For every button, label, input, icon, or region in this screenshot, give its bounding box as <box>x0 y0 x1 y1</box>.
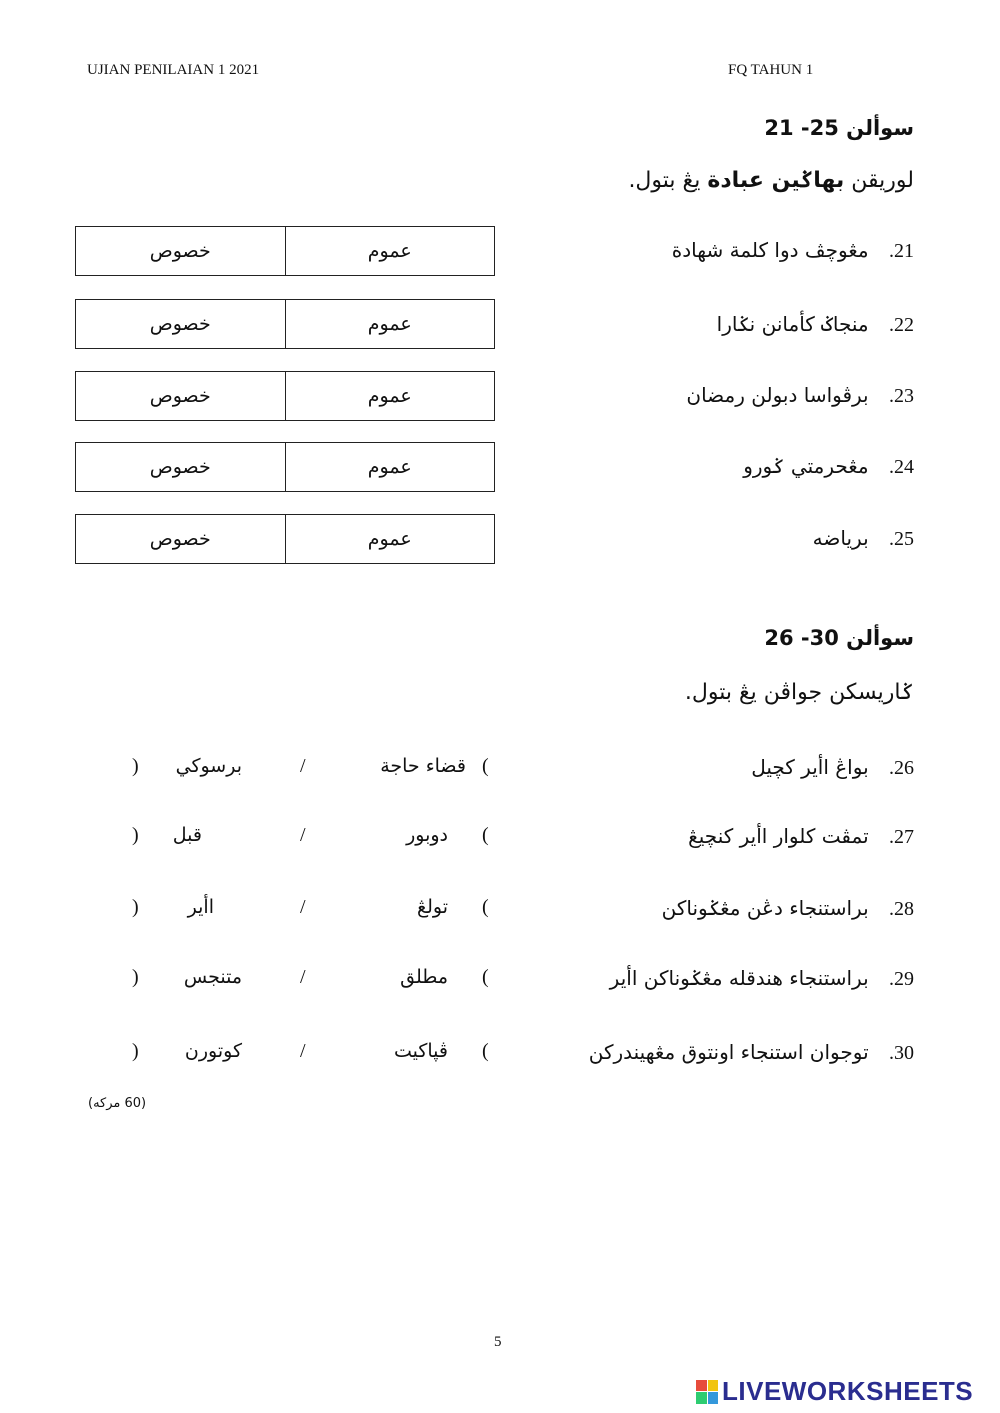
option-left[interactable]: كوتورن <box>184 1040 242 1062</box>
question-text: مڠحرمتي ݢورو <box>743 454 869 478</box>
open-paren: ( <box>482 896 489 918</box>
close-paren: ) <box>132 966 139 988</box>
total-marks: (60 مركه) <box>88 1096 147 1111</box>
answer-box-25 <box>75 514 495 564</box>
question-text: منجاݢ كأمانن نݢارا <box>716 312 869 336</box>
slash-separator: / <box>300 896 306 918</box>
answer-box-24 <box>75 442 495 492</box>
option-right[interactable]: مطلق <box>400 966 448 988</box>
slash-separator: / <box>300 824 306 846</box>
option-left[interactable]: متنجس <box>183 966 242 988</box>
question-27 <box>688 824 914 849</box>
question-29 <box>610 966 914 991</box>
option-left[interactable]: اأير <box>187 896 214 918</box>
page-number: 5 <box>494 1334 502 1350</box>
option-right[interactable]: قضاء حاجة <box>380 755 466 777</box>
question-number: 22. <box>889 314 914 336</box>
section2-title: سوألن 30- 26 <box>764 626 914 650</box>
question-number: 27. <box>889 826 914 848</box>
answer-box-23 <box>75 371 495 421</box>
liveworksheets-logo[interactable] <box>696 1376 973 1407</box>
open-paren: ( <box>482 824 489 846</box>
section2-instruction: ݢاريسكن جواڤن يڠ بتول. <box>684 680 914 705</box>
question-26 <box>751 755 914 780</box>
option-umum[interactable]: عموم <box>285 515 495 563</box>
logo-icon <box>696 1380 718 1404</box>
open-paren: ( <box>482 755 489 777</box>
question-number: 29. <box>889 968 914 990</box>
section1-instruction-bold: بهاݢين عبادة <box>707 168 845 193</box>
option-umum[interactable]: عموم <box>285 227 495 275</box>
question-number: 23. <box>889 385 914 407</box>
question-text: برڤواسا دبولن رمضان <box>686 383 869 407</box>
question-number: 26. <box>889 757 914 779</box>
question-21 <box>672 238 914 263</box>
question-text: بواڠ اأير كچيل <box>751 755 869 779</box>
question-number: 25. <box>889 528 914 550</box>
option-umum[interactable]: عموم <box>285 300 495 348</box>
question-23 <box>686 383 914 408</box>
question-number: 24. <box>889 456 914 478</box>
option-khusus[interactable]: خصوص <box>149 240 211 262</box>
question-22 <box>717 312 914 337</box>
section1-instruction-post: يڠ بتول. <box>628 168 701 193</box>
option-umum[interactable]: عموم <box>285 372 495 420</box>
option-right[interactable]: دوبور <box>406 824 448 846</box>
option-khusus[interactable]: خصوص <box>149 385 211 407</box>
slash-separator: / <box>300 755 306 777</box>
close-paren: ) <box>132 755 139 777</box>
question-number: 28. <box>889 898 914 920</box>
option-left[interactable]: برسوكي <box>175 755 242 777</box>
option-right[interactable]: تولڠ <box>416 896 448 918</box>
header-left: UJIAN PENILAIAN 1 2021 <box>87 62 260 78</box>
question-text: برياضه <box>812 526 869 550</box>
question-number: 30. <box>889 1042 914 1064</box>
question-28 <box>662 896 914 921</box>
section1-title: سوألن 25- 21 <box>764 116 914 140</box>
question-text: تمڤت كلوار اأير كنچيڠ <box>688 824 869 848</box>
question-text: مڠوچڤ دوا كلمة شهادة <box>671 238 869 262</box>
section1-instruction <box>628 168 914 193</box>
option-khusus[interactable]: خصوص <box>149 528 211 550</box>
slash-separator: / <box>300 1040 306 1062</box>
question-text: براستنجاء دڠن مڠݢوناكن <box>661 896 869 920</box>
question-30 <box>589 1040 914 1065</box>
slash-separator: / <box>300 966 306 988</box>
answer-box-21 <box>75 226 495 276</box>
close-paren: ) <box>132 896 139 918</box>
option-khusus[interactable]: خصوص <box>149 456 211 478</box>
close-paren: ) <box>132 1040 139 1062</box>
answer-box-22 <box>75 299 495 349</box>
option-khusus[interactable]: خصوص <box>149 313 211 335</box>
question-text: براستنجاء هندقله مڠݢوناكن اأير <box>609 966 869 990</box>
open-paren: ( <box>482 966 489 988</box>
question-text: توجوان استنجاء اونتوق مڠهيندركن <box>588 1040 869 1064</box>
question-24 <box>743 454 914 479</box>
option-left[interactable]: قبل <box>172 824 202 846</box>
section1-instruction-pre: لوريقن <box>851 168 914 193</box>
close-paren: ) <box>132 824 139 846</box>
question-number: 21. <box>889 240 914 262</box>
question-25 <box>813 526 914 551</box>
open-paren: ( <box>482 1040 489 1062</box>
option-right[interactable]: ڤپاكيت <box>393 1040 448 1062</box>
option-umum[interactable]: عموم <box>285 443 495 491</box>
header-right: FQ TAHUN 1 <box>728 62 814 78</box>
logo-text: LIVEWORKSHEETS <box>722 1376 974 1406</box>
